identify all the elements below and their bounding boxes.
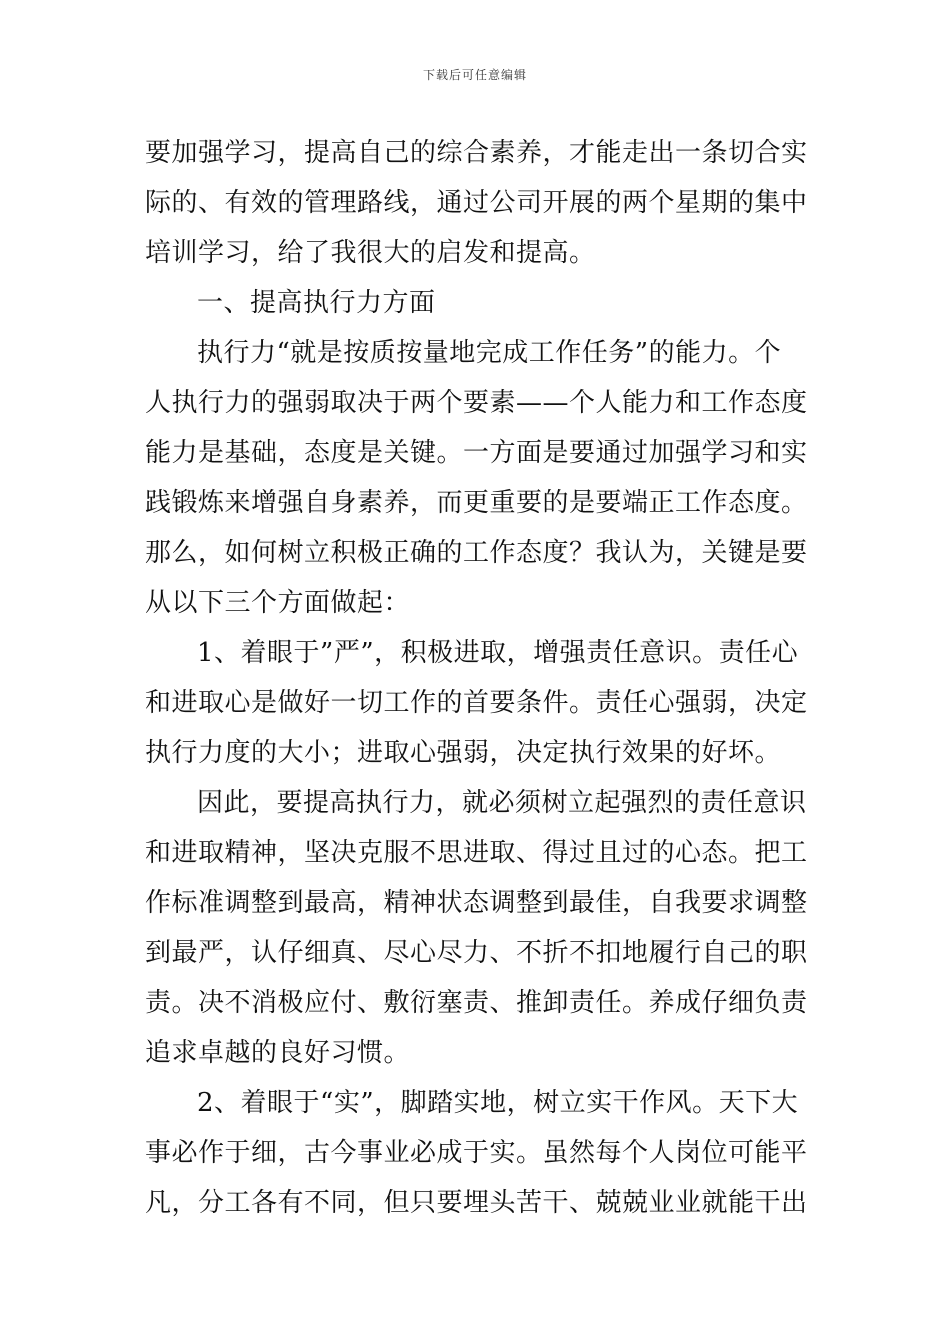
paragraph-first-line: 2、着眼于“实”，脚踏实地，树立实干作风。天下大: [197, 1088, 799, 1118]
section-heading: 一、提高执行力方面: [197, 288, 436, 318]
paragraph-first-line: 执行力“就是按质按量地完成工作任务”的能力。个: [197, 338, 782, 368]
body-line: 事必作于细，古今事业必成于实。虽然每个人岗位可能平: [145, 1138, 808, 1168]
page-header: 下载后可任意编辑: [422, 68, 527, 82]
body-line: 人执行力的强弱取决于两个要素——个人能力和工作态度: [145, 388, 808, 418]
body-line: 际的、有效的管理路线，通过公司开展的两个星期的集中: [145, 188, 808, 218]
body-line: 从以下三个方面做起：: [145, 588, 411, 618]
body-line: 执行力度的大小；进取心强弱，决定执行效果的好坏。: [145, 738, 782, 768]
document-body: [145, 128, 807, 1228]
body-line: 能力是基础，态度是关键。一方面是要通过加强学习和实: [145, 438, 808, 468]
body-line: 凡，分工各有不同，但只要埋头苦干、兢兢业业就能干出: [145, 1188, 808, 1218]
body-line: 培训学习，给了我很大的启发和提高。: [145, 238, 596, 268]
body-line: 要加强学习，提高自己的综合素养，才能走出一条切合实: [145, 138, 808, 168]
body-line: 追求卓越的良好习惯。: [145, 1038, 411, 1068]
paragraph-first-line: 1、着眼于”严”，积极进取，增强责任意识。责任心: [197, 638, 799, 668]
body-line: 责。决不消极应付、敷衍塞责、推卸责任。养成仔细负责: [145, 988, 808, 1018]
body-line: 到最严，认仔细真、尽心尽力、不折不扣地履行自己的职: [145, 938, 808, 968]
body-line: 践锻炼来增强自身素养，而更重要的是要端正工作态度。: [145, 488, 808, 518]
paragraph-first-line: 因此，要提高执行力，就必须树立起强烈的责任意识: [197, 788, 807, 818]
body-line: 和进取精神，坚决克服不思进取、得过且过的心态。把工: [145, 838, 808, 868]
body-line: 和进取心是做好一切工作的首要条件。责任心强弱，决定: [145, 688, 808, 718]
body-line: 那么，如何树立积极正确的工作态度？我认为，关键是要: [145, 538, 808, 568]
body-line: 作标准调整到最高，精神状态调整到最佳，自我要求调整: [145, 888, 808, 918]
